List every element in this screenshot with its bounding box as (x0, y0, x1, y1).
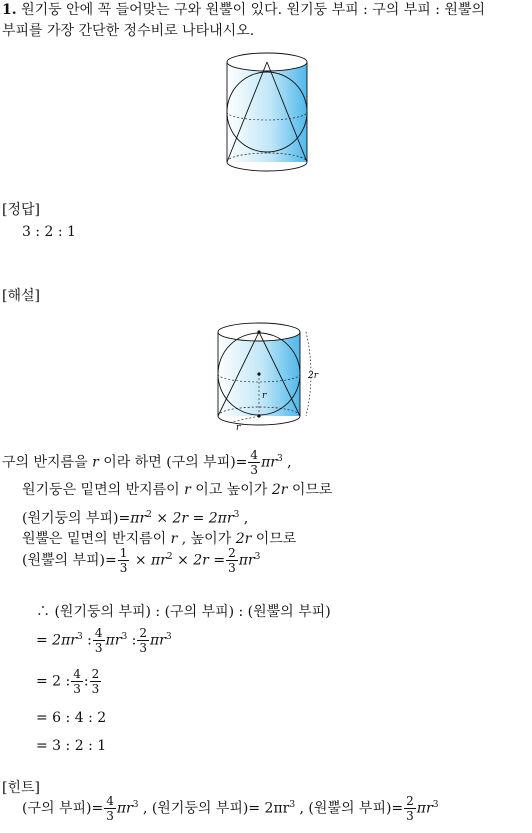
fraction: $\frac{2}{3}$ (139, 626, 147, 655)
text: × πr (130, 552, 167, 569)
text: 이라 하면 (구의 부피)= (103, 454, 248, 471)
fraction: $\frac{4}{3}$ (73, 667, 81, 696)
solution-line-3 (22, 505, 248, 529)
exponent: 3 (132, 799, 139, 810)
text: = 2 : (36, 673, 71, 690)
fraction: $\frac{1}{3}$ (119, 546, 128, 575)
exponent: 3 (254, 551, 261, 562)
solution-line-5 (22, 546, 260, 575)
text: , 높이가 (181, 531, 232, 547)
label-2r: 2r (308, 371, 319, 381)
question-number: 1. (2, 2, 17, 18)
label-r-base: r (236, 423, 241, 433)
exponent: 3 (276, 453, 283, 464)
text: (원뿔의 부피)= (22, 552, 117, 569)
ratio-line-2 (36, 626, 172, 655)
ratio-line-5: = 3 : 2 : 1 (36, 738, 107, 754)
exponent: 3 (165, 631, 172, 642)
text: 2r (271, 482, 288, 498)
figure-cylinder-sphere-cone (222, 52, 312, 174)
exponent: 3 (76, 631, 83, 642)
text: πr (149, 632, 166, 649)
text: 이므로 (255, 531, 297, 547)
text: × 2r = (172, 552, 226, 569)
question-text-2: 부피를 가장 간단한 정수비로 나타내시오. (2, 23, 255, 39)
text: r (170, 531, 178, 547)
text: : (83, 673, 89, 690)
hint-heading: [힌트] (2, 780, 40, 796)
fraction: $\frac{2}{3}$ (228, 546, 236, 575)
text: , (243, 510, 249, 527)
question-line-1 (2, 0, 485, 20)
therefore-symbol: ∴ (36, 604, 50, 620)
answer-heading: [정답] (2, 202, 40, 218)
text: 원기둥은 밑면의 반지름이 (22, 482, 180, 498)
exponent: 2 (146, 510, 152, 520)
figure-solution-diagram (212, 318, 322, 434)
label-r-center: r (262, 391, 267, 401)
hint-line (22, 794, 438, 823)
text: , (287, 454, 292, 471)
fraction: $\frac{2}{3}$ (91, 667, 100, 696)
question-text-1: 원기둥 안에 꼭 들어맞는 구와 원뿔이 있다. 원기둥 부피 : 구의 부피 : 원뿔의 (21, 2, 486, 18)
text: πr (416, 800, 433, 817)
text: 구의 반지름을 (2, 454, 88, 471)
fraction: $\frac{2}{3}$ (406, 794, 414, 823)
text: πr (130, 510, 147, 527)
text: 원뿔은 밑면의 반지름이 (22, 531, 167, 547)
text: (구의 부피)= (22, 800, 104, 817)
fraction: $\frac{4}{3}$ (94, 626, 103, 655)
text: (원기둥의 부피)= (22, 510, 131, 527)
exponent: 3 (233, 510, 240, 520)
fraction: $\frac{4}{3}$ (106, 794, 114, 823)
answer-value: 3 : 2 : 1 (22, 224, 76, 240)
solution-line-2 (22, 480, 332, 500)
text: r (184, 482, 191, 498)
solution-line-1 (2, 448, 292, 477)
exponent: 2 (166, 551, 173, 562)
text: 2r (235, 531, 252, 547)
text: (원기둥의 부피) : (구의 부피) : (원뿔의 부피) (54, 604, 331, 620)
exponent: 3 (289, 799, 296, 810)
text: πr (116, 800, 133, 817)
text: × 2r = 2πr (151, 510, 234, 527)
fraction: $\frac{4}{3}$ (250, 448, 259, 477)
text: : (127, 632, 137, 649)
text: : (82, 632, 92, 649)
text: πr (261, 454, 277, 471)
text: , (원기둥의 부피)= 2πr (142, 800, 290, 817)
text: πr (105, 632, 122, 649)
text: = 2πr (36, 632, 77, 649)
text: , (원뿔의 부피)= (299, 800, 404, 817)
text: 이므로 (291, 482, 333, 498)
ratio-line-4: = 6 : 4 : 2 (36, 710, 107, 726)
ratio-line-3 (36, 667, 102, 696)
text: πr (238, 552, 255, 569)
text: 이고 높이가 (195, 482, 268, 498)
text: r (92, 454, 99, 471)
ratio-line-1 (36, 602, 331, 622)
solution-heading: [해설] (2, 288, 40, 304)
exponent: 3 (432, 799, 439, 810)
exponent: 3 (121, 631, 128, 642)
